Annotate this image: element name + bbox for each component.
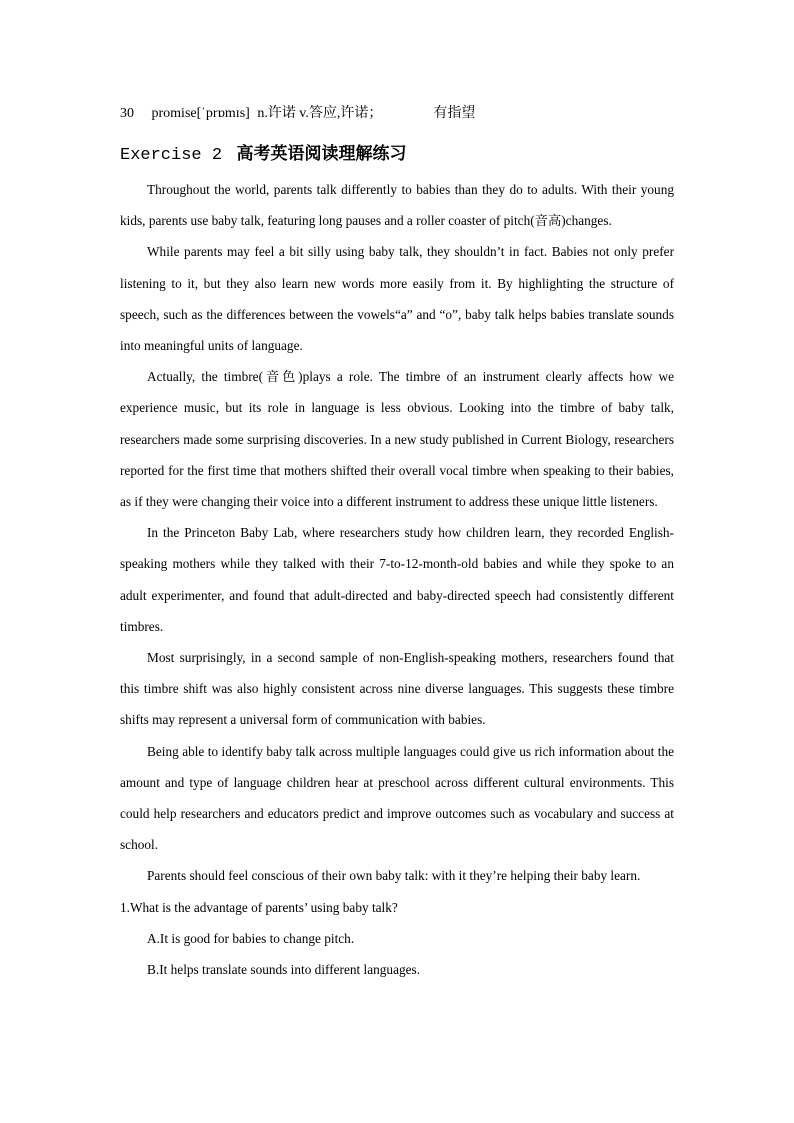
vocab-word: promise[ˈprɒmɪs] [151, 106, 250, 121]
passage-paragraph-6: Being able to identify baby talk across multiple languages could give us rich information about the amount and type of language children hear at preschool across different cultural environments. This could help researchers and educators predict and improve outcomes such as vocabulary and success at school. [120, 743, 674, 853]
passage-paragraph-1: Throughout the world, parents talk differently to babies than they do to adults. With their young kids, parents use baby talk, featuring long pauses and a roller coaster of pitch(音高)changes. [120, 182, 674, 229]
vocab-extra-meaning: 有指望 [433, 106, 476, 121]
exercise-label: Exercise 2 [120, 146, 223, 165]
exercise-heading [120, 140, 407, 169]
passage-paragraph-4: In the Princeton Baby Lab, where researchers study how children learn, they recorded English-speaking mothers while they talked with their 7-to-12-month-old babies and while they spoke to an adult experimenter, and found that adult-directed and baby-directed speech had consistently different timbres. [120, 525, 674, 634]
vocab-meaning: n.许诺 v.答应,许诺； [257, 106, 383, 121]
passage-paragraph-7: Parents should feel conscious of their own baby talk: with it they’re helping their baby learn. [147, 868, 641, 884]
passage-paragraph-3: Actually, the timbre(音色)plays a role. The timbre of an instrument clearly affects how we experience music, but its role in language is less obvious. Looking into the timbre of baby talk, researchers made some surprising discoveries. In a new study published in Current Biology, researchers reported for the first time that mothers shifted their overall vocal timbre when speaking to their babies, as if they were changing their voice into a different instrument to address these unique little listeners. [120, 369, 674, 510]
vocab-entry [120, 104, 475, 124]
exercise-title: 高考英语阅读理解练习 [236, 144, 407, 164]
reading-passage [120, 174, 674, 985]
passage-paragraph-5: Most surprisingly, in a second sample of non-English-speaking mothers, researchers found that this timbre shift was also highly consistent across nine diverse languages. This suggests these timbre shifts may represent a universal form of communication with babies. [120, 650, 674, 728]
question-1-option-a: A.It is good for babies to change pitch. [147, 930, 355, 946]
question-1-option-b: B.It helps translate sounds into different languages. [147, 962, 421, 978]
passage-paragraph-2: While parents may feel a bit silly using baby talk, they shouldn’t in fact. Babies not only prefer listening to it, but they also learn new words more easily from it. By highlighting the structure of speech, such as the differences between the vowels“a” and “o”, baby talk helps babies translate sounds into meaningful units of language. [120, 244, 674, 354]
question-1: 1.What is the advantage of parents’ using baby talk? [120, 899, 398, 915]
vocab-number: 30 [120, 106, 134, 121]
